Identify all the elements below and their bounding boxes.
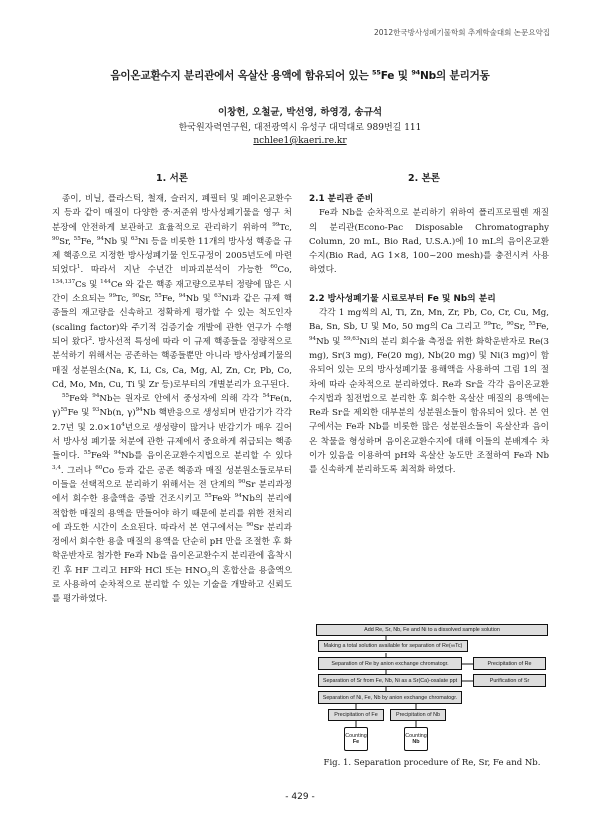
- superscript: 94: [96, 236, 104, 243]
- superscript: 94: [135, 407, 143, 414]
- superscript: 93: [92, 407, 100, 414]
- separation-flowchart: [316, 624, 548, 752]
- text-run: 의 혼합산을 용출액으로 사용하여 순차적으로 분리할 수 있는 기술을 개발하고 신뢰도를 평가하였다.: [52, 565, 292, 605]
- superscript: 63: [130, 236, 138, 243]
- step-re-precipitation: Precipitation of Re: [473, 657, 546, 670]
- right-column: [309, 192, 549, 478]
- text-run: Ni의 분리 회수율 측정을 위한 화학운반자로 Re(3 mg), Sr(3 mg), Fe(20 mg), Nb(20 mg) 및 Ni(3 mg)이 함유되어 있는 모의 방사성폐기물 용해액을 사용하여 그림 1의 절차에 따라 순차적으로 분리하였다. Re과 Sr을 각각 음이온교환수지법과 침전법으로 분리한 후 회수한 옥살산 매질의 용액에는 Re과 Sr을 제외한 대부분의 성분원소들이 함유되어 있다. 본 연구에서는 Fe과 Nb를 비롯한 많은 성분원소들이 옥살산과 음이온 착물을 형성하며 음이온교환수지에 대해 이들의 분배계수 차이가 있음을 이용하여 pH와 옥살산 농도만 조절하여 Fe과 Nb를 신속하게 분리하도록 최적화 하였다.: [309, 336, 549, 476]
- superscript: 94: [178, 293, 186, 300]
- subsection-2-1-heading: 2.1 분리관 준비: [309, 194, 374, 204]
- text-run: Nb 및: [104, 236, 131, 247]
- step-sr-purification: Purification of Sr: [473, 674, 546, 687]
- text-run: Tc,: [490, 322, 507, 333]
- step-re-separation: Separation of Re by anion exchange chromatogr.: [318, 657, 462, 670]
- text-run: Ce 와 같은 핵종 재고량으로부터 정량에 많은 시간이 소요되는: [52, 279, 292, 305]
- text-run: Nb는 원자로 안에서 중성자에 의해 각각: [99, 394, 263, 405]
- text-run: Tc,: [116, 294, 133, 305]
- text-run: Cs 및: [75, 279, 101, 290]
- superscript: 90: [246, 521, 254, 528]
- separation-paragraph: [309, 306, 549, 478]
- superscript: 1: [76, 264, 81, 271]
- affiliation: 한국원자력연구원, 대전광역시 유성구 대덕대로 989번길 111: [178, 123, 422, 133]
- superscript: 94: [234, 493, 242, 500]
- text-run: Ni과 같은 규제 핵종들의 재고량을 신속하고 정확하게 평가할 수 있는 척도인자(scaling factor)와 주기적 검증기술 개발에 관한 연구가 수행되어 왔다: [52, 294, 293, 347]
- text-run: 각각 1 mg씩의 Al, Ti, Zn, Mn, Zr, Pb, Co, Cr, Cu, Mg, Ba, Sn, Sb, U 및 Mo, 50 mg의 Ca 그리고: [309, 308, 549, 333]
- text-run: Fe(n, γ): [52, 394, 292, 419]
- text-run: Nb 및: [185, 294, 215, 305]
- superscript: 144: [100, 278, 111, 285]
- superscript: 3,4: [52, 464, 61, 471]
- superscript: 99: [108, 293, 117, 300]
- step-fe-precipitation: Precipitation of Fe: [328, 709, 384, 721]
- text-run: Sr,: [59, 236, 74, 247]
- vial-label: Counting: [405, 733, 427, 739]
- step-ni-fe-nb-separation: Separation of Ni, Fe, Nb by anion exchange chromatogr.: [318, 691, 462, 704]
- page-number: - 429 -: [285, 792, 315, 802]
- vial-element: Nb: [412, 739, 420, 745]
- intro-paragraph-1: [52, 192, 292, 392]
- subscript: 3: [207, 571, 211, 578]
- step-total-solution: Making a total solution available for separation of Re( 99 Tc): [318, 640, 468, 652]
- superscript: 54: [262, 393, 270, 400]
- text-run: 종이, 비닐, 플라스틱, 철재, 슬러지, 폐필터 및 폐이온교환수지 등과 같이 매질이 다양한 중·저준위 방사성폐기물을 영구 처분장에 안전하게 보관하고 효율적으로 관리하기 위하여: [52, 194, 292, 233]
- text-run: Fe와: [90, 451, 115, 462]
- text-run: . 따라서 지난 수년간 비파괴분석이 가능한: [80, 265, 271, 276]
- text-run: Nb 핵반응으로 생성되며 반감기가 각각 2.7년 및 2.0×10: [52, 408, 292, 433]
- text-run: Sr,: [139, 294, 155, 305]
- text-run: Fe와: [69, 394, 93, 405]
- superscript: 90: [52, 236, 60, 243]
- column-prep-paragraph: Fe과 Nb을 순차적으로 분리하기 위하여 폴리프로필렌 재질의 분리관(Econo-Pac Disposable Chromatography Column, 20 mL, Bio Rad, U.S.A.)에 10 mL의 음이온교환수지(Bio Rad, AG 1×8, 100~200 mesh)를 충전시켜 사용하였다.: [309, 208, 549, 276]
- superscript: 55: [528, 321, 536, 328]
- section-body-title: 2. 본론: [408, 173, 440, 184]
- superscript: 94: [114, 450, 122, 457]
- text-run: Sr,: [513, 322, 529, 333]
- superscript: 55: [154, 293, 162, 300]
- superscript: 59,63: [343, 335, 360, 342]
- counting-vial-nb: [404, 727, 428, 751]
- superscript: 2: [88, 336, 93, 343]
- vial-element: Fe: [352, 739, 360, 745]
- intro-paragraph-2: [52, 392, 292, 606]
- author-email[interactable]: nchlee1@kaeri.re.kr: [253, 136, 347, 146]
- superscript: 60: [270, 264, 278, 271]
- text-run: Fe와: [211, 494, 235, 505]
- superscript: 99: [483, 321, 491, 328]
- text-run: 년으로 생성량이 많거나 반감기가 매우 길어서 방사성 폐기물 처분에 관한 규제에서 중요하게 취급되는 핵종들이다.: [52, 422, 292, 462]
- section-intro-title: 1. 서론: [156, 173, 188, 184]
- text-run: Fe,: [80, 236, 97, 247]
- superscript: 55: [62, 393, 70, 400]
- text-run: Sr 분리과정에서 회수한 용출 매질의 용액을 단순히 pH 만을 조절한 후 화학운반자로 첨가한 Fe과 Nb을 음이온교환수지 분리관에 흡착시킨 후 HF 그리고 HF와 HCl 또는 HNO: [52, 522, 292, 576]
- superscript: 55: [204, 493, 212, 500]
- superscript: 55: [73, 236, 81, 243]
- superscript: 55: [60, 407, 68, 414]
- running-header: 2012한국방사성폐기물학회 추계학술대회 논문요약집: [374, 28, 550, 37]
- left-column: [52, 192, 292, 607]
- superscript: 90: [506, 321, 514, 328]
- superscript: 55: [83, 450, 91, 457]
- text-run: . 방사선적 특성에 따라 이 규제 핵종들을 정량적으로 분석하기 위해서는 공존하는 핵종들뿐만 아니라 방사성폐기물의 매질 성분원소(Na, K, Li, Cs, Ca, Mg, Al, Zn, Cr, Pb, Co, Cd, Mo, Mn, Cu, Ti 및 Zr 등)로부터의 개별분리가 요구된다.: [52, 336, 292, 390]
- text-run: Co,: [277, 265, 292, 276]
- text-run: Fe,: [161, 294, 179, 305]
- superscript: 99: [272, 221, 280, 228]
- text-run: Nb 및: [316, 336, 344, 347]
- paper-title: 음이온교환수지 분리관에서 옥살산 용액에 함유되어 있는 $^{55}$Fe 및 $^{94}$Nb의 분리거동: [110, 68, 490, 82]
- text-run: Fe 및: [67, 408, 93, 419]
- figure-caption: Fig. 1. Separation procedure of Re, Sr, Fe and Nb.: [323, 758, 541, 768]
- step-add-carriers: Add Re, Sr, Nb, Fe and Ni to a dissolved sample solution: [316, 624, 548, 636]
- text-run: Co 등과 같은 공존 핵종과 매질 성분원소들로부터 이들을 선택적으로 분리하기 위해서는 전 단계의: [52, 465, 292, 490]
- subsection-2-2-heading: 2.2 방사성폐기물 시료로부터 Fe 및 Nb의 분리: [309, 293, 496, 304]
- superscript: 90: [238, 479, 246, 486]
- superscript: 4: [121, 421, 125, 428]
- vial-label: Counting: [345, 733, 367, 739]
- superscript: 63: [214, 293, 222, 300]
- text-run: Fe,: [535, 322, 549, 333]
- superscript: 94: [309, 335, 317, 342]
- superscript: 94: [92, 393, 100, 400]
- author-list: 이창헌, 오철균, 박선영, 하영경, 송규석: [217, 107, 383, 118]
- superscript: 60: [95, 464, 103, 471]
- text-run: Sr 분리과정에서 회수한 용출액을 증발 건조시키고: [52, 479, 292, 505]
- superscript: 90: [132, 293, 140, 300]
- text-run: . 그러나: [60, 465, 96, 476]
- step-nb-precipitation: Precipitation of Nb: [390, 709, 446, 721]
- text-run: Ni 등을 비롯한 11개의 방사성 핵종을 규제 핵종으로 지정한 방사성폐기물 인도규정이 2005년도에 마련되었다: [52, 236, 292, 276]
- step-sr-separation: Separation of Sr from Fe, Nb, Ni as a Sr(Ca)-oxalate ppt: [318, 674, 462, 687]
- text-run: Nb를 음이온교환수지법으로 분리할 수 있다: [121, 451, 292, 462]
- text-run: Tc,: [279, 222, 292, 233]
- superscript: 134,137: [52, 278, 76, 285]
- text-run: Nb의 분리에 적합한 매질의 용액을 만들어야 하기 때문에 분리를 위한 전처리에 과도한 시간이 소요된다. 따라서 본 연구에서는: [52, 494, 292, 533]
- text-run: Nb(n, γ): [99, 408, 136, 419]
- counting-vial-fe: [344, 727, 368, 751]
